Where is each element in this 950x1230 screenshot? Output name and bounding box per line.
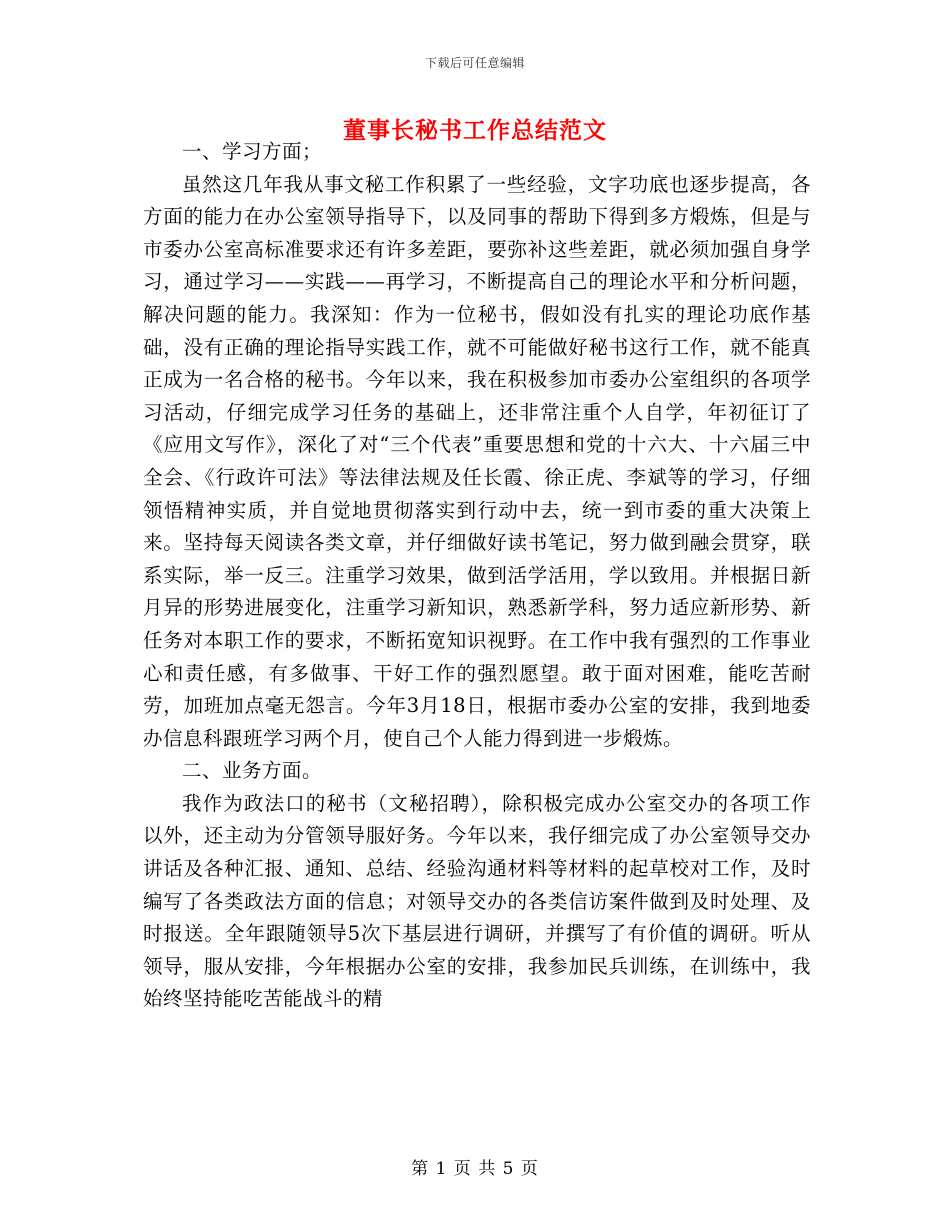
header-note: 下载后可任意编辑 — [424, 56, 525, 70]
section-heading-study: 一、学习方面； — [182, 140, 323, 163]
page-number: 第 1 页 共 5 页 — [411, 1159, 539, 1179]
paragraph-study: 虽然这几年我从事文秘工作积累了一些经验，文字功底也逐步提高，各方面的能力在办公室领导指导下，以及同事的帮助下得到多方煅炼，但是与市委办公室高标准要求还有许多差距，要弥补这些差距，就必须加强自身学习，通过学习——实践——再学习，不断提高自己的理论水平和分析问题，解决问题的能力。我深知：作为一位秘书，假如没有扎实的理论功底作基础，没有正确的理论指导实践工作，就不可能做好秘书这行工作，就不能真正成为一名合格的秘书。今年以来，我在积极参加市委办公室组织的各项学习活动，仔细完成学习任务的基础上，还非常注重个人自学，年初征订了《应用文写作》，深化了对“三个代表”重要思想和党的十六大、十六届三中全会、《行政许可法》等法律法规及任长霞、徐正虎、李斌等的学习，仔细领悟精神实质，并自觉地贯彻落实到行动中去，统一到市委的重大决策上来。坚持每天阅读各类文章，并仔细做好读书笔记，努力做到融会贯穿，联系实际，举一反三。注重学习效果，做到活学活用，学以致用。并根据日新月异的形势进展变化，注重学习新知识，熟悉新学科，努力适应新形势、新任务对本职工作的要求，不断拓宽知识视野。在工作中我有强烈的工作事业心和责任感，有多做事、干好工作的强烈愿望。敢于面对困难，能吃苦耐劳，加班加点毫无怨言。今年3月18日，根据市委办公室的安排，我到地委办信息科跟班学习两个月，使自己个人能力得到进一步煅炼。 — [143, 172, 811, 750]
section-heading-business: 二、业务方面。 — [182, 759, 323, 783]
paragraph-business: 我作为政法口的秘书（文秘招聘），除积极完成办公室交办的各项工作以外，还主动为分管领导服好务。今年以来，我仔细完成了办公室领导交办讲话及各种汇报、通知、总结、经验沟通材料等材料的起草校对工作，及时编写了各类政法方面的信息；对领导交办的各类信访案件做到及时处理、及时报送。全年跟随领导5次下基层进行调研，并撰写了有价值的调研。听从领导，服从安排，今年根据办公室的安排，我参加民兵训练，在训练中，我始终坚持能吃苦能战斗的精 — [143, 791, 811, 1011]
document-body — [143, 136, 811, 1016]
document-title: 董事长秘书工作总结范文 — [343, 117, 607, 144]
